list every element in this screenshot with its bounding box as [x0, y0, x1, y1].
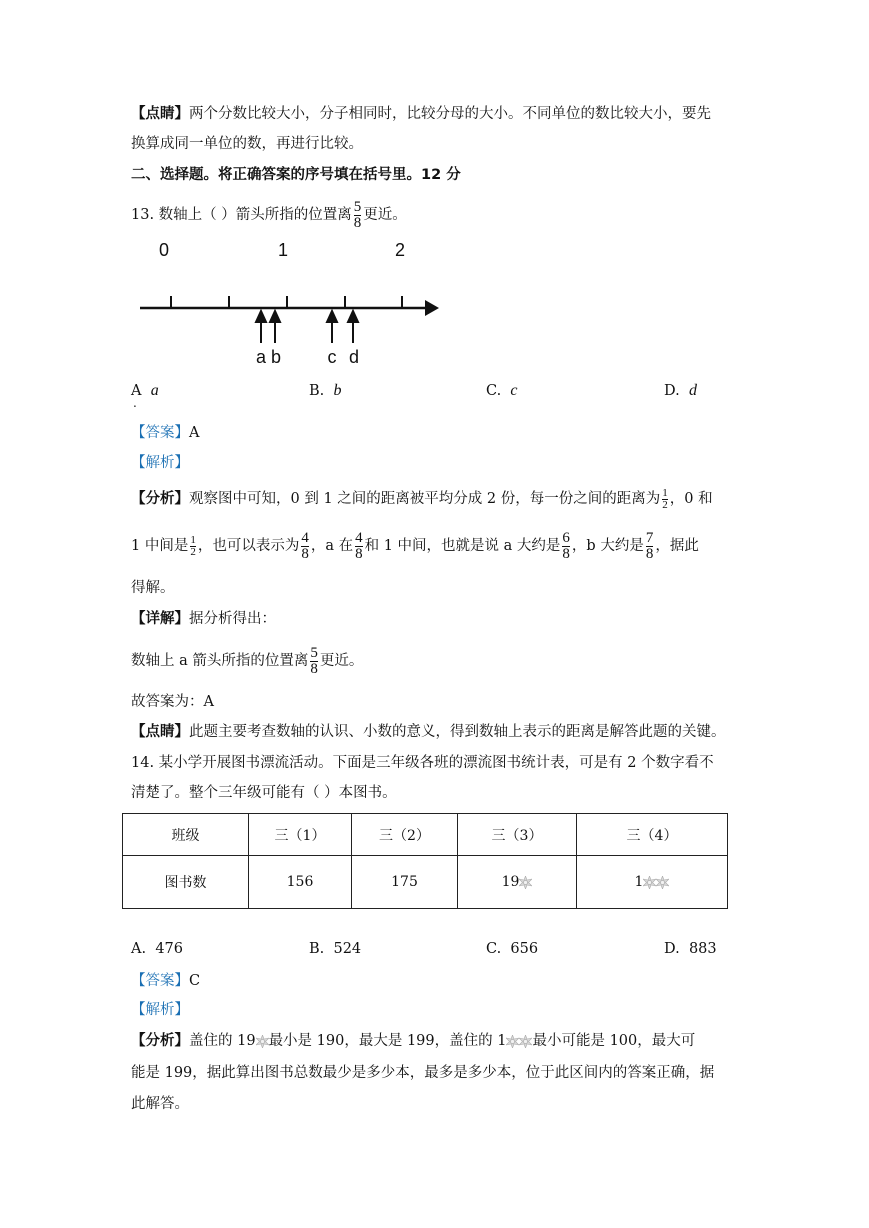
q14-analysis-line-2: 能是 199，据此算出图书总数最少是多少本，最多是多少本，位于此区间内的答案正确，据 — [131, 1065, 715, 1081]
analysis-text: ，据此 — [655, 538, 699, 554]
frac-den: 8 — [310, 660, 318, 677]
detail-tag: 【详解】 — [131, 611, 189, 627]
cell-digits: 19 — [501, 874, 520, 890]
fraction-6-8 — [562, 531, 570, 562]
fraction-1-2 — [190, 535, 196, 558]
q13-stem-pre: 13. 数轴上（ ）箭头所指的位置离 — [131, 207, 352, 223]
frac-num: 4 — [301, 529, 309, 546]
detail-text: 据分析得出： — [189, 611, 276, 627]
axis-label-0: 0 — [158, 240, 170, 260]
option-letter: B. — [309, 941, 325, 957]
fraction-4-8 — [355, 531, 363, 562]
arrow-label-d: d — [348, 347, 360, 367]
q13-analysis-line-3: 得解。 — [131, 580, 175, 596]
option-value: d — [688, 382, 697, 399]
frac-den: 8 — [353, 214, 362, 231]
option-letter: C. — [486, 941, 502, 957]
option-letter: A. — [131, 941, 147, 957]
answer-value: C — [189, 973, 201, 989]
q13-note — [131, 721, 726, 743]
q13-stem-post: 更近。 — [363, 207, 407, 223]
option-letter: C. — [486, 383, 502, 399]
option-value: a — [150, 382, 159, 399]
ink-blot-icon — [506, 1035, 519, 1048]
q14-analysis-line-3: 此解答。 — [131, 1096, 189, 1112]
arrow-c-head — [327, 311, 337, 322]
analysis-text: ，b 大约是 — [571, 538, 644, 554]
section-heading: 二、选择题。将正确答案的序号填在括号里。12 分 — [131, 167, 461, 183]
q14-option-d[interactable] — [664, 941, 717, 957]
q13-stem — [131, 196, 407, 234]
fraction-5-8 — [354, 200, 362, 231]
table-header-cell: 三（1） — [249, 814, 352, 856]
analysis-tag: 【分析】 — [131, 1033, 189, 1049]
option-value: 656 — [510, 941, 539, 957]
ink-blot-icon — [256, 1035, 269, 1048]
analysis-tag: 【分析】 — [131, 491, 189, 507]
conclusion-text: 数轴上 a 箭头所指的位置离 — [131, 653, 309, 669]
analysis-text: ，a 在 — [310, 538, 354, 554]
frac-num: 1 — [662, 486, 668, 499]
frac-num: 5 — [353, 198, 362, 215]
table-cell-obscured — [458, 856, 577, 909]
analysis-text: 1 中间是 — [131, 538, 189, 554]
q13-option-c[interactable] — [486, 382, 518, 400]
option-value: 524 — [333, 941, 362, 957]
table-cell: 175 — [352, 856, 458, 909]
ink-blot-icon — [519, 1035, 532, 1048]
option-value: 883 — [688, 941, 717, 957]
note-tag: 【点睛】 — [131, 106, 189, 122]
option-value: c — [510, 382, 518, 399]
note-tag: 【点睛】 — [131, 724, 189, 740]
table-header-cell: 班级 — [123, 814, 249, 856]
q13-option-b[interactable] — [309, 382, 341, 400]
frac-num: 1 — [190, 533, 196, 546]
arrow-b-head — [270, 311, 280, 322]
fraction-7-8 — [646, 531, 654, 562]
arrow-label-b: b — [270, 347, 282, 367]
table-cell: 156 — [249, 856, 352, 909]
answer-value: A — [189, 425, 200, 441]
analysis-text: 和 1 中间，也就是说 a 大约是 — [364, 538, 561, 554]
note-text-1: 两个分数比较大小，分子相同时，比较分母的大小。不同单位的数比较大小，要先 — [189, 106, 711, 122]
option-letter: D. — [664, 383, 680, 399]
q14-option-a[interactable] — [131, 941, 183, 957]
book-count-table — [122, 813, 728, 909]
axis-label-2: 2 — [394, 240, 406, 260]
cell-digits: 1 — [634, 874, 644, 890]
analysis-text: 观察图中可知，0 到 1 之间的距离被平均分成 2 份，每一份之间的距离为 — [189, 491, 661, 507]
fraction-4-8 — [301, 531, 309, 562]
option-value: 476 — [155, 941, 183, 957]
answer-tag: 【答案】 — [131, 973, 189, 989]
ink-blot-icon — [656, 876, 669, 889]
frac-num: 5 — [310, 644, 318, 661]
fraction-1-2 — [662, 488, 668, 511]
q14-answer — [131, 970, 200, 992]
ink-blot-icon — [519, 876, 532, 889]
q13-final-answer: 故答案为：A — [131, 694, 214, 710]
table-header-cell: 三（3） — [458, 814, 577, 856]
table-row-label: 图书数 — [123, 856, 249, 909]
analysis-text: 最小可能是 100，最大可 — [532, 1033, 696, 1049]
q13-analysis-tag: 【解析】 — [131, 455, 189, 471]
arrow-a-head — [256, 311, 266, 322]
conclusion-text: 更近。 — [319, 653, 364, 669]
frac-den: 8 — [562, 545, 570, 562]
prev-note — [131, 103, 711, 125]
arrow-label-c: c — [327, 347, 337, 367]
q13-option-a[interactable]: A . a — [131, 382, 159, 410]
number-line-diagram — [135, 236, 445, 370]
q13-analysis-line-1 — [131, 484, 713, 514]
frac-den: 8 — [355, 545, 363, 562]
q14-analysis-line-1 — [131, 1030, 695, 1052]
table-header-cell: 三（4） — [577, 814, 728, 856]
q14-stem-1: 14. 某小学开展图书漂流活动。下面是三年级各班的漂流图书统计表，可是有 2 个数字看不 — [131, 755, 714, 771]
arrow-d-head — [348, 311, 358, 322]
prev-note-cont: 换算成同一单位的数，再进行比较。 — [131, 136, 363, 152]
q13-detail — [131, 608, 276, 630]
analysis-text: ，也可以表示为 — [197, 538, 300, 554]
answer-tag: 【答案】 — [131, 425, 189, 441]
axis-arrowhead — [425, 300, 439, 316]
frac-den: 8 — [301, 545, 309, 562]
q13-option-d[interactable] — [664, 382, 697, 400]
q13-analysis-line-2 — [131, 527, 699, 565]
fraction-5-8 — [310, 646, 318, 677]
frac-den: 2 — [662, 498, 668, 511]
q13-answer — [131, 422, 199, 444]
table-header-cell: 三（2） — [352, 814, 458, 856]
q14-option-b[interactable] — [309, 941, 361, 957]
q14-stem-2: 清楚了。整个三年级可能有（ ）本图书。 — [131, 785, 397, 801]
arrow-label-a: a — [255, 347, 267, 367]
option-letter: A — [131, 383, 142, 399]
option-value: b — [333, 382, 342, 399]
ink-blot-icon — [643, 876, 656, 889]
option-letter: D. — [664, 941, 680, 957]
frac-den: 8 — [645, 545, 654, 562]
q14-option-c[interactable] — [486, 941, 538, 957]
table-row — [123, 856, 728, 909]
option-letter: B. — [309, 383, 325, 399]
analysis-text: 最小是 190，最大是 199，盖住的 1 — [268, 1033, 507, 1049]
analysis-text: 盖住的 19 — [189, 1033, 256, 1049]
analysis-text: ，0 和 — [669, 491, 713, 507]
note-text: 此题主要考查数轴的认识、小数的意义，得到数轴上表示的距离是解答此题的关键。 — [189, 724, 726, 740]
table-header-row — [123, 814, 728, 856]
frac-num: 4 — [355, 529, 363, 546]
axis-label-1: 1 — [277, 240, 289, 260]
table-cell-obscured — [577, 856, 728, 909]
q13-conclusion — [131, 642, 363, 680]
frac-num: 6 — [562, 529, 570, 546]
frac-num: 7 — [645, 529, 654, 546]
frac-den: 2 — [190, 545, 196, 558]
q14-analysis-tag: 【解析】 — [131, 1002, 189, 1018]
